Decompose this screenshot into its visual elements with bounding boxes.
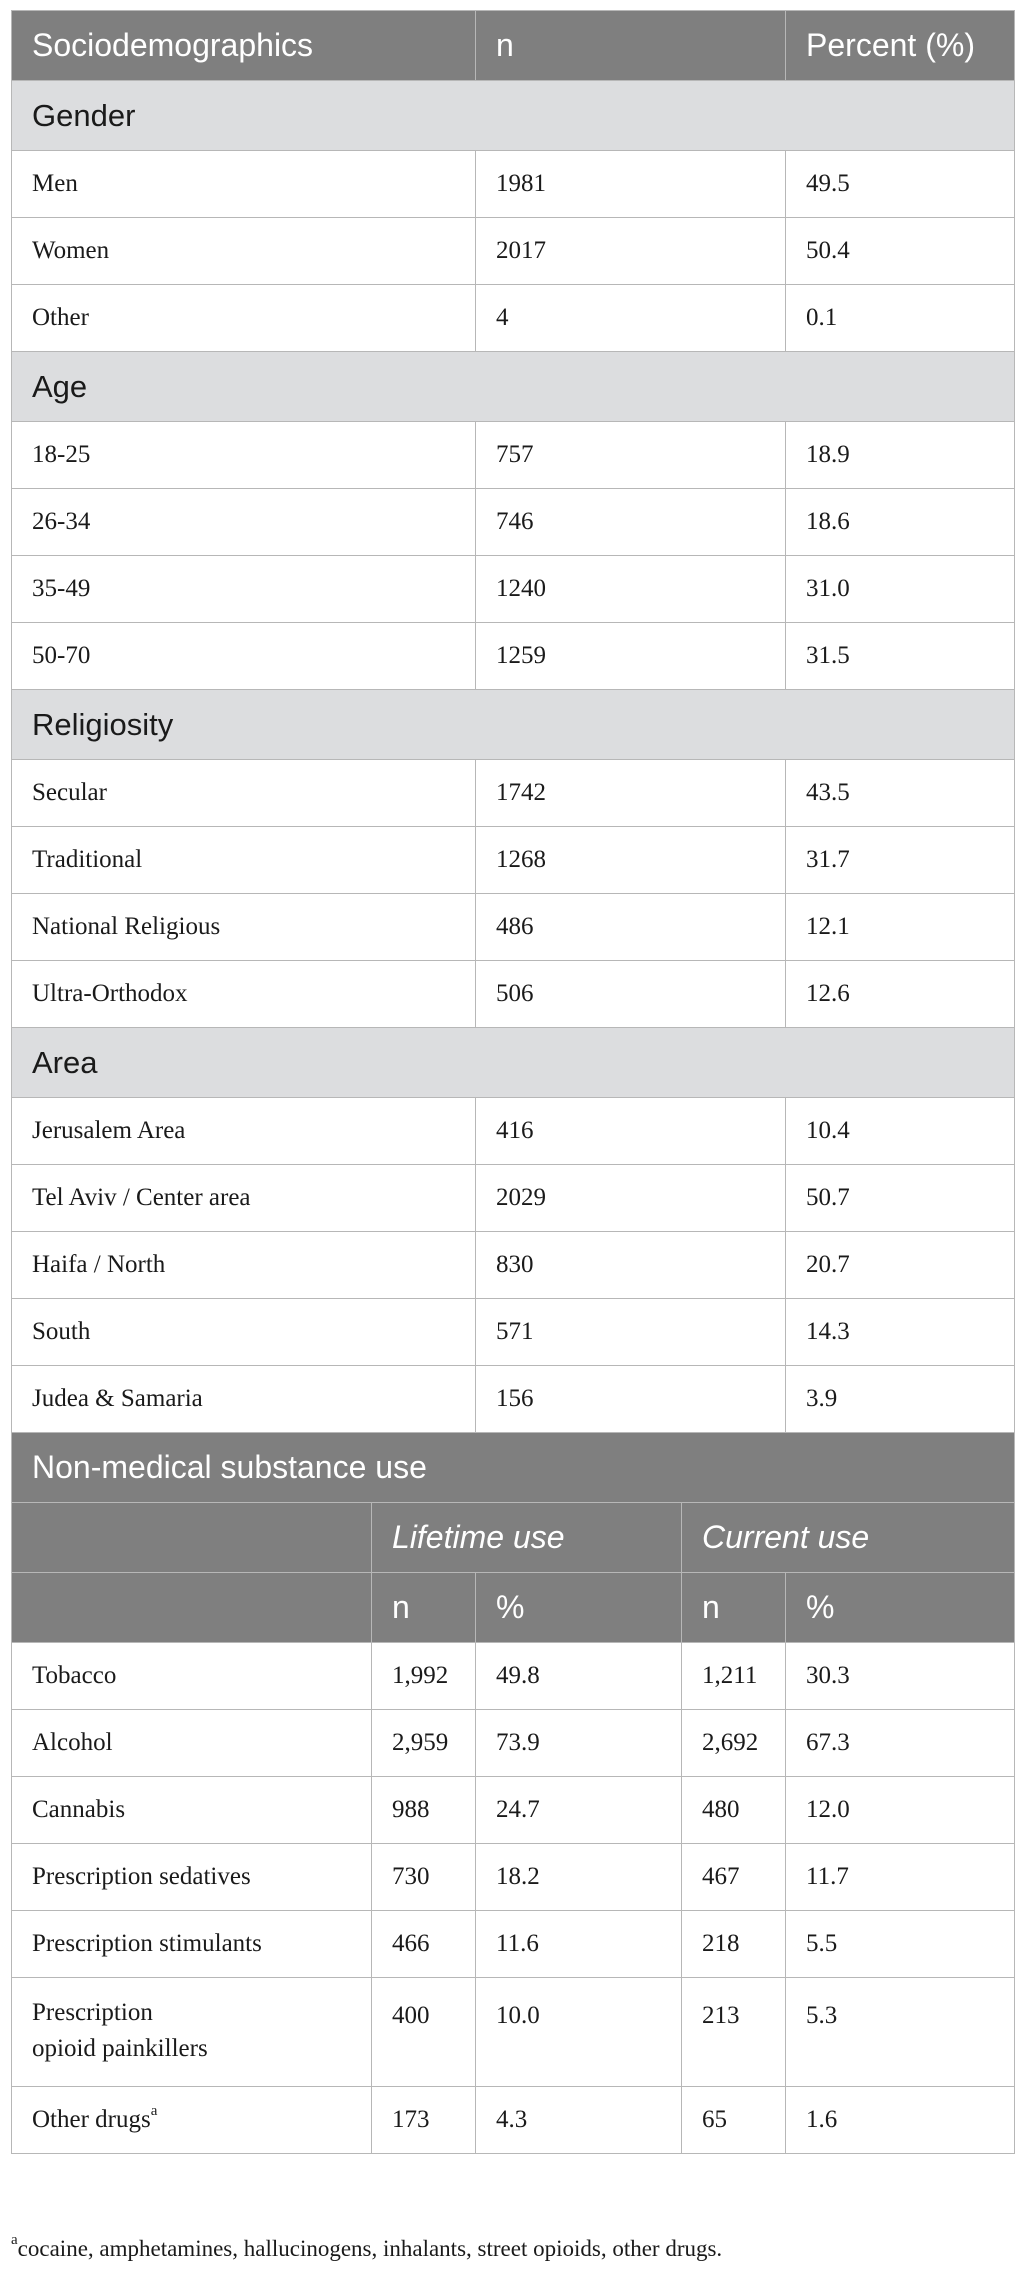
- substance-subheader-row: [12, 1573, 1015, 1643]
- table-row: [12, 894, 1015, 961]
- section-row-area: [12, 1028, 1015, 1098]
- row-n: 830: [476, 1232, 786, 1299]
- row-lifetime-n: 988: [372, 1777, 476, 1844]
- table-row: [12, 218, 1015, 285]
- row-label: Prescription stimulants: [12, 1911, 372, 1978]
- row-lifetime-n: 466: [372, 1911, 476, 1978]
- row-lifetime-pct: 18.2: [476, 1844, 682, 1911]
- row-current-n: 467: [682, 1844, 786, 1911]
- row-lifetime-pct: 11.6: [476, 1911, 682, 1978]
- row-label: Tobacco: [12, 1643, 372, 1710]
- row-percent: 50.4: [786, 218, 1015, 285]
- row-n: 757: [476, 422, 786, 489]
- footnote-marker: a: [150, 2102, 158, 2119]
- footnote-text: cocaine, amphetamines, hallucinogens, inhalants, street opioids, other drugs.: [17, 2236, 723, 2261]
- row-label: Women: [12, 218, 476, 285]
- section-title: Area: [12, 1028, 1015, 1098]
- row-n: 1742: [476, 760, 786, 827]
- row-label: Ultra-Orthodox: [12, 961, 476, 1028]
- header-lifetime-use: Lifetime use: [372, 1503, 682, 1573]
- section-row-age: [12, 352, 1015, 422]
- table-row: [12, 1911, 1015, 1978]
- table-row: [12, 961, 1015, 1028]
- row-label: South: [12, 1299, 476, 1366]
- row-label-text: Other drugs: [32, 2106, 151, 2133]
- header-current-pct: %: [786, 1573, 1015, 1643]
- row-percent: 43.5: [786, 760, 1015, 827]
- row-current-pct: 11.7: [786, 1844, 1015, 1911]
- row-label: Judea & Samaria: [12, 1366, 476, 1433]
- table-row: [12, 489, 1015, 556]
- row-label: Tel Aviv / Center area: [12, 1165, 476, 1232]
- section-row-religiosity: [12, 690, 1015, 760]
- table-footnote: [11, 2232, 723, 2262]
- row-label: National Religious: [12, 894, 476, 961]
- row-current-n: 218: [682, 1911, 786, 1978]
- row-lifetime-pct: 4.3: [476, 2087, 682, 2154]
- row-percent: 3.9: [786, 1366, 1015, 1433]
- row-label: Jerusalem Area: [12, 1098, 476, 1165]
- row-percent: 12.6: [786, 961, 1015, 1028]
- row-n: 4: [476, 285, 786, 352]
- row-lifetime-n: 730: [372, 1844, 476, 1911]
- row-percent: 10.4: [786, 1098, 1015, 1165]
- footnote-superscript: a: [11, 2232, 18, 2249]
- row-lifetime-pct: 24.7: [476, 1777, 682, 1844]
- row-percent: 18.9: [786, 422, 1015, 489]
- table-row: [12, 1165, 1015, 1232]
- row-current-n: 480: [682, 1777, 786, 1844]
- section-title: Age: [12, 352, 1015, 422]
- table-row: [12, 1643, 1015, 1710]
- row-lifetime-pct: 10.0: [476, 1978, 682, 2087]
- row-label: Cannabis: [12, 1777, 372, 1844]
- table-row: [12, 1299, 1015, 1366]
- row-current-pct: 1.6: [786, 2087, 1015, 2154]
- substance-group-row: [12, 1503, 1015, 1573]
- row-n: 2029: [476, 1165, 786, 1232]
- table-container: [11, 10, 1014, 2154]
- row-label: Other: [12, 285, 476, 352]
- table-row: [12, 1978, 1015, 2087]
- row-percent: 0.1: [786, 285, 1015, 352]
- table-row: [12, 1366, 1015, 1433]
- row-n: 2017: [476, 218, 786, 285]
- row-label: Haifa / North: [12, 1232, 476, 1299]
- row-label: 26-34: [12, 489, 476, 556]
- empty-header-cell: [12, 1503, 372, 1573]
- table-row: [12, 760, 1015, 827]
- row-n: 1240: [476, 556, 786, 623]
- row-n: 571: [476, 1299, 786, 1366]
- table-row: [12, 285, 1015, 352]
- table-row: [12, 1777, 1015, 1844]
- row-n: 1268: [476, 827, 786, 894]
- row-percent: 49.5: [786, 151, 1015, 218]
- row-n: 156: [476, 1366, 786, 1433]
- table-row: [12, 1098, 1015, 1165]
- row-current-pct: 5.5: [786, 1911, 1015, 1978]
- substance-title: Non-medical substance use: [12, 1433, 1015, 1503]
- row-label: Prescription sedatives: [12, 1844, 372, 1911]
- row-label: Men: [12, 151, 476, 218]
- row-percent: 31.0: [786, 556, 1015, 623]
- section-row-gender: [12, 81, 1015, 151]
- header-sociodemographics: Sociodemographics: [12, 11, 476, 81]
- row-lifetime-n: 1,992: [372, 1643, 476, 1710]
- row-current-pct: 12.0: [786, 1777, 1015, 1844]
- row-lifetime-n: 173: [372, 2087, 476, 2154]
- header-lifetime-pct: %: [476, 1573, 682, 1643]
- row-n: 416: [476, 1098, 786, 1165]
- row-percent: 31.5: [786, 623, 1015, 690]
- row-lifetime-pct: 49.8: [476, 1643, 682, 1710]
- row-current-n: 65: [682, 2087, 786, 2154]
- row-current-pct: 5.3: [786, 1978, 1015, 2087]
- row-current-pct: 30.3: [786, 1643, 1015, 1710]
- header-row: [12, 11, 1015, 81]
- table-row: [12, 1710, 1015, 1777]
- row-label-line1: Prescription: [32, 1999, 153, 2026]
- row-label: [12, 2087, 372, 2154]
- section-title: Religiosity: [12, 690, 1015, 760]
- table-row: [12, 2087, 1015, 2154]
- section-title: Gender: [12, 81, 1015, 151]
- row-lifetime-n: 2,959: [372, 1710, 476, 1777]
- row-n: 1981: [476, 151, 786, 218]
- row-label: 18-25: [12, 422, 476, 489]
- row-percent: 31.7: [786, 827, 1015, 894]
- row-current-n: 2,692: [682, 1710, 786, 1777]
- table-row: [12, 422, 1015, 489]
- row-percent: 20.7: [786, 1232, 1015, 1299]
- table-row: [12, 151, 1015, 218]
- header-lifetime-n: n: [372, 1573, 476, 1643]
- table-row: [12, 623, 1015, 690]
- empty-header-cell: [12, 1573, 372, 1643]
- header-current-n: n: [682, 1573, 786, 1643]
- row-n: 506: [476, 961, 786, 1028]
- row-n: 1259: [476, 623, 786, 690]
- row-label: Secular: [12, 760, 476, 827]
- row-percent: 50.7: [786, 1165, 1015, 1232]
- table-row: [12, 1232, 1015, 1299]
- row-label: Alcohol: [12, 1710, 372, 1777]
- table-row: [12, 827, 1015, 894]
- row-label: Traditional: [12, 827, 476, 894]
- row-label-line2: opioid painkillers: [32, 2035, 208, 2062]
- row-current-n: 213: [682, 1978, 786, 2087]
- row-percent: 18.6: [786, 489, 1015, 556]
- row-percent: 14.3: [786, 1299, 1015, 1366]
- table-row: [12, 556, 1015, 623]
- header-current-use: Current use: [682, 1503, 1015, 1573]
- row-lifetime-n: 400: [372, 1978, 476, 2087]
- header-n: n: [476, 11, 786, 81]
- row-lifetime-pct: 73.9: [476, 1710, 682, 1777]
- table-row: [12, 1844, 1015, 1911]
- sociodemographics-table: [11, 10, 1015, 2154]
- row-label: [12, 1978, 372, 2087]
- row-current-n: 1,211: [682, 1643, 786, 1710]
- row-n: 746: [476, 489, 786, 556]
- row-label: 50-70: [12, 623, 476, 690]
- substance-title-row: [12, 1433, 1015, 1503]
- row-current-pct: 67.3: [786, 1710, 1015, 1777]
- row-label: 35-49: [12, 556, 476, 623]
- header-percent: Percent (%): [786, 11, 1015, 81]
- row-n: 486: [476, 894, 786, 961]
- row-percent: 12.1: [786, 894, 1015, 961]
